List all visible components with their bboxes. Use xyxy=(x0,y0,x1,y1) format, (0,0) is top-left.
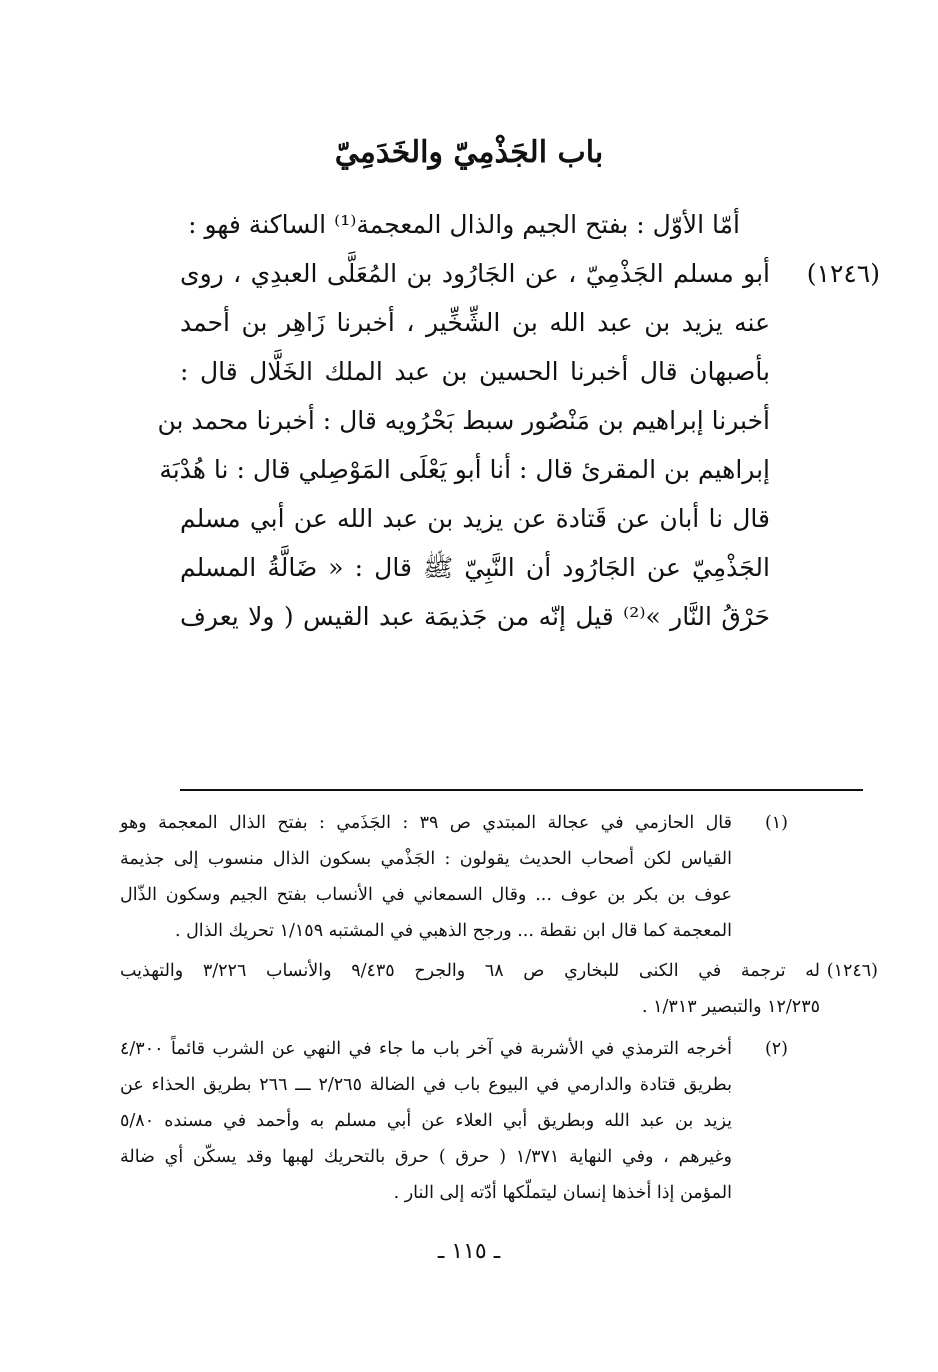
main-text-line: إبراهيم بن المقرئ قال : أنا أبو يَعْلَى المَوْصِلي قال : نا هُدْبَة xyxy=(159,455,770,484)
footnote-marker: (٢) xyxy=(764,1039,788,1059)
entry-number: (١٢٤٦) xyxy=(806,259,880,288)
footnote-line: القياس لكن أصحاب الحديث يقولون : الجَذْمي بسكون الذال منسوب إلى جذيمة xyxy=(120,849,732,869)
footnote-text xyxy=(120,805,732,949)
main-text-line: عنه يزيد بن عبد الله بن الشِّخِّير ، أخبرنا زَاهِر بن أحمد xyxy=(180,308,770,337)
footnote-marker: (١) xyxy=(764,813,788,833)
footnote-text xyxy=(120,1031,732,1211)
page-number: ـ ١١٥ ـ xyxy=(437,1239,501,1264)
footnote-line: بطريق قتادة والدارمي في البيوع باب في الضالة ٢/٢٦٥ ـــ ٢٦٦ بطريق الحذاء عن xyxy=(120,1075,732,1095)
main-text-line: أبو مسلم الجَذْمِيّ ، عن الجَارُود بن المُعَلَّى العبدِي ، روى xyxy=(180,259,770,288)
footnote-line: أخرجه الترمذي في الأشربة في آخر باب ما جاء في النهي عن الشرب قائماً ٤/٣٠٠ xyxy=(120,1039,732,1059)
footnote-line: عوف بن بكر بن عوف ... وقال السمعاني في الأنساب بفتح الجيم وسكون الذّال xyxy=(120,885,732,905)
footnote-text xyxy=(120,953,820,1025)
footnote-line: له ترجمة في الكنى للبخاري ص ٦٨ والجرح ٩/٤٣٥ والأنساب ٣/٢٢٦ والتهذيب xyxy=(120,961,820,981)
main-text-line: أمّا الأوّل : بفتح الجيم والذال المعجمة⁽¹⁾ الساكنة فهو : xyxy=(188,210,740,239)
footnote-line: قال الحازمي في عجالة المبتدي ص ٣٩ : الجَذَمي : بفتح الذال المعجمة وهو xyxy=(120,813,732,833)
main-text-line: قال نا أبان عن قَتادة عن يزيد بن عبد الله عن أبي مسلم xyxy=(180,504,770,533)
main-text-line: الجَذْمِيّ عن الجَارُود أن النَّبِيّ ﷺ قال : « ضَالَّةُ المسلم xyxy=(180,553,770,582)
main-text-line: حَرْقُ النَّار »⁽²⁾ قيل إنّه من جَذيمَة عبد القيس ( ولا يعرف xyxy=(180,602,770,631)
footnote-line: وغيرهم ، وفي النهاية ١/٣٧١ ( حرق ) حرق بالتحريك لهبها وقد يسكّن أي ضالة xyxy=(120,1147,732,1167)
footnote-line: المؤمن إذا أخذها إنسان ليتملّكها أدّته إلى النار . xyxy=(393,1183,732,1203)
main-text-line: بأصبهان قال أخبرنا الحسين بن عبد الملك الخَلَّال قال : xyxy=(180,357,770,386)
main-text-line: أخبرنا إبراهيم بن مَنْصُور سبط بَحْرُويه قال : أخبرنا محمد بن xyxy=(157,406,770,435)
footnote-line: يزيد بن عبد الله وبطريق أبي العلاء عن أبي مسلم به وأحمد في مسنده ٥/٨٠ xyxy=(120,1111,732,1131)
footnote-marker: (١٢٤٦) xyxy=(826,961,878,981)
chapter-title: باب الجَذْمِيّ والخَدَمِيّ xyxy=(334,135,604,170)
main-text xyxy=(157,200,770,641)
footnote-line: المعجمة كما قال ابن نقطة ... ورجح الذهبي في المشتبه ١/١٥٩ تحريك الذال . xyxy=(174,921,732,941)
footnote-separator xyxy=(180,789,863,791)
footnote-line: ١٢/٢٣٥ والتبصير ١/٣١٣ . xyxy=(642,997,820,1017)
